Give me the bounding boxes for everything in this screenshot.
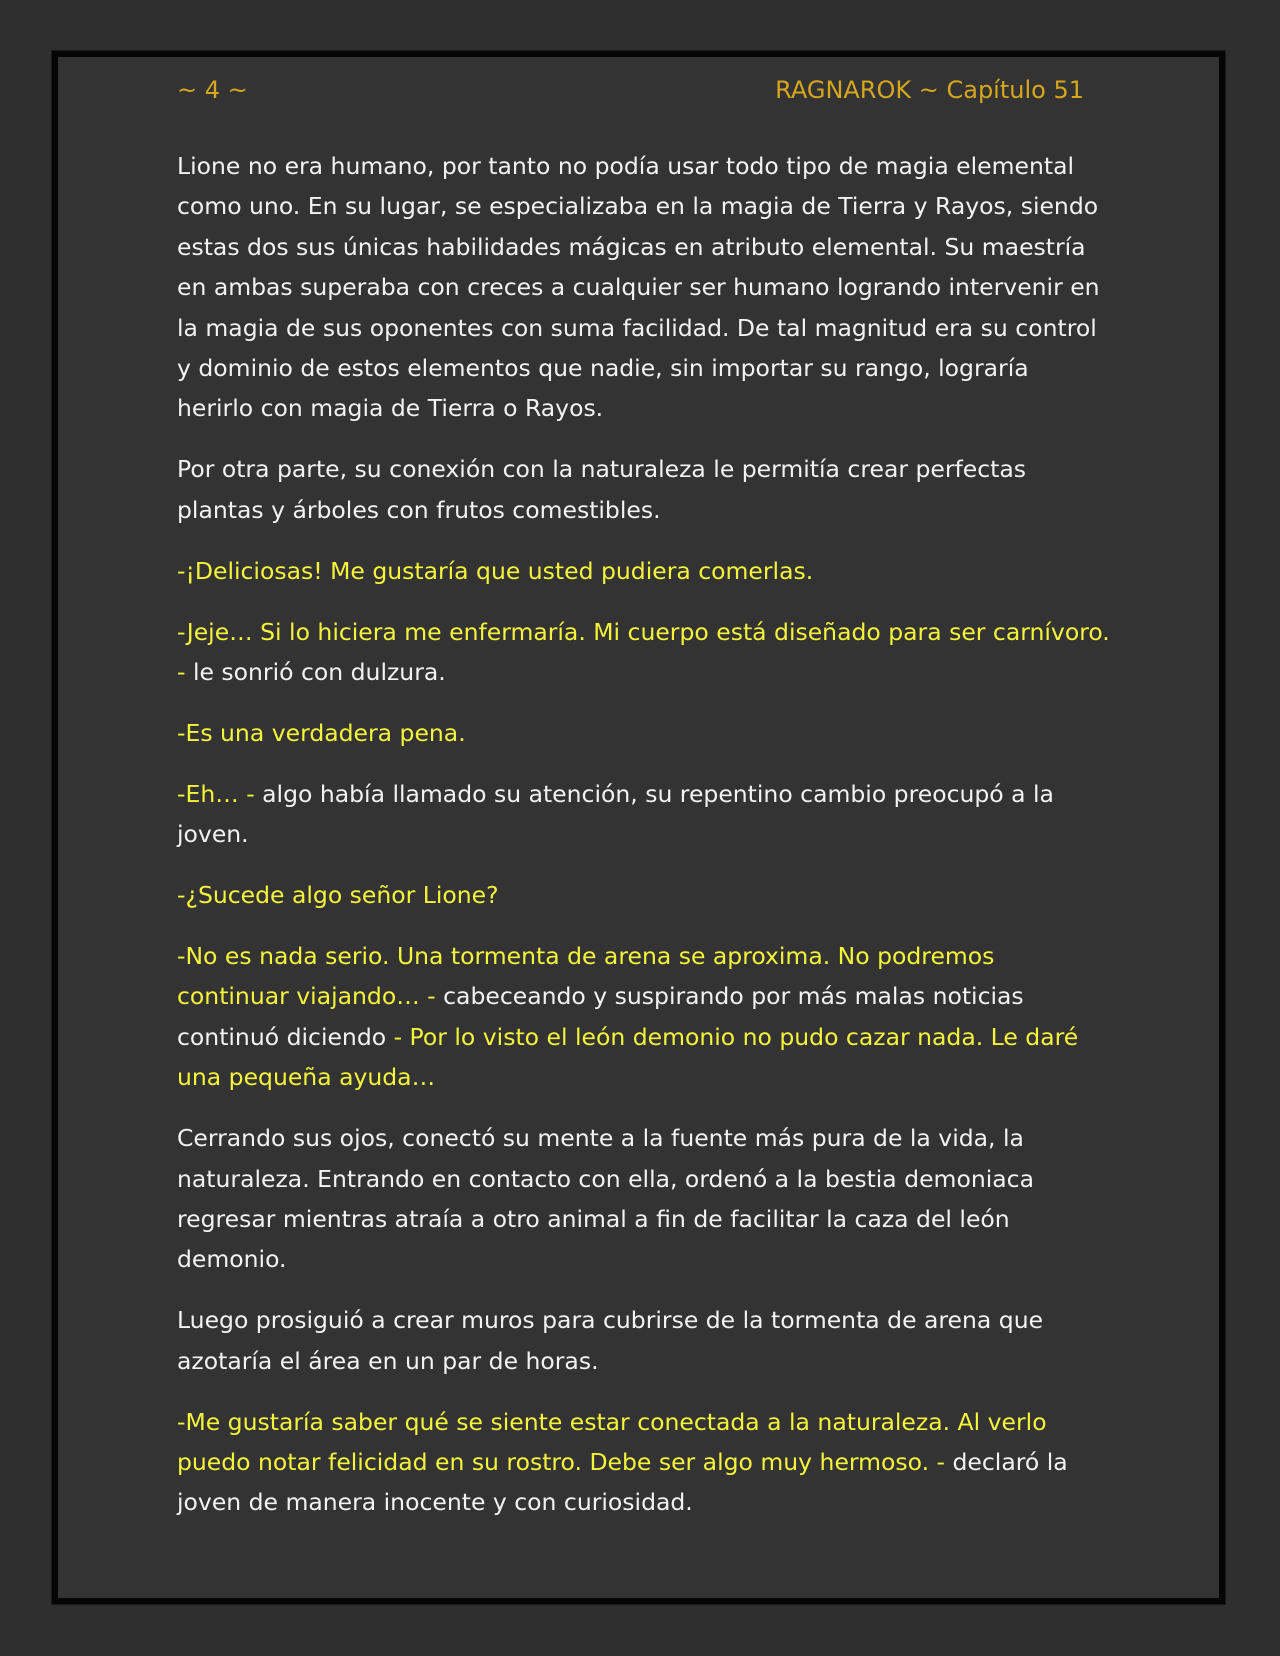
chapter-text: [177, 146, 1112, 1543]
dialogue-text: - Por lo visto el león demonio no pudo cazar nada. Le daré una pequeña ayuda…: [177, 1022, 1079, 1092]
paragraph: [177, 551, 1112, 591]
paragraph: [177, 875, 1112, 915]
paragraph: [177, 449, 1112, 530]
dialogue-text: -Me gustaría saber qué se siente estar conectada a la naturaleza. Al verlo puedo notar felicidad en su rostro. Debe ser algo muy hermoso. -: [177, 1407, 1047, 1476]
narration-text: Cerrando sus ojos, conectó su mente a la fuente más pura de la vida, la naturaleza. Entrando en contacto con ella, ordenó a la bestia demoniaca regresar mientras atraía a otro animal a fin de facilitar la caza del león demonio.: [177, 1124, 1034, 1274]
narration-text: le sonrió con dulzura.: [185, 657, 446, 686]
paragraph: [177, 1118, 1112, 1280]
paragraph: [177, 1300, 1112, 1381]
narration-text: algo había llamado su atención, su repentino cambio preocupó a la joven.: [177, 779, 1054, 849]
dialogue-text: -Eh… -: [177, 779, 255, 808]
running-title: RAGNAROK ~ Capítulo 51: [775, 76, 1084, 104]
paragraph: [177, 713, 1112, 753]
narration-text: cabeceando y suspirando por más malas noticias continuó diciendo: [177, 982, 1024, 1051]
dialogue-text: -¡Deliciosas! Me gustaría que usted pudiera comerlas.: [177, 556, 814, 585]
dialogue-text: -Jeje… Si lo hiciera me enfermaría. Mi cuerpo está diseñado para ser carnívoro. -: [177, 617, 1110, 686]
narration-text: Lione no era humano, por tanto no podía usar todo tipo de magia elemental como uno. En su lugar, se especializaba en la magia de Tierra y Rayos, siendo estas dos sus únicas habilidades mágicas en atributo elemental. Su maestría en ambas superaba con creces a cualquier ser humano logrando intervenir en la magia de sus oponentes con suma facilidad. De tal magnitud era su control y dominio de estos elementos que nadie, sin importar su rango, lograría herirlo con magia de Tierra o Rayos.: [177, 152, 1100, 423]
dialogue-text: -No es nada serio. Una tormenta de arena se aproxima. No podremos continuar viajando… -: [177, 942, 995, 1011]
page-header: [0, 76, 1280, 110]
paragraph: [177, 936, 1112, 1098]
paragraph: [177, 612, 1112, 693]
narration-text: Por otra parte, su conexión con la naturaleza le permitía crear perfectas plantas y árboles con frutos comestibles.: [177, 455, 1027, 524]
page-number: ~ 4 ~: [177, 76, 248, 104]
narration-text: declaró la joven de manera inocente y con curiosidad.: [177, 1447, 1068, 1517]
paragraph: [177, 146, 1112, 429]
paragraph: [177, 1402, 1112, 1523]
dialogue-text: -¿Sucede algo señor Lione?: [177, 881, 499, 910]
narration-text: Luego prosiguió a crear muros para cubrirse de la tormenta de arena que azotaría el área en un par de horas.: [177, 1306, 1044, 1375]
dialogue-text: -Es una verdadera pena.: [177, 718, 466, 747]
paragraph: [177, 774, 1112, 855]
